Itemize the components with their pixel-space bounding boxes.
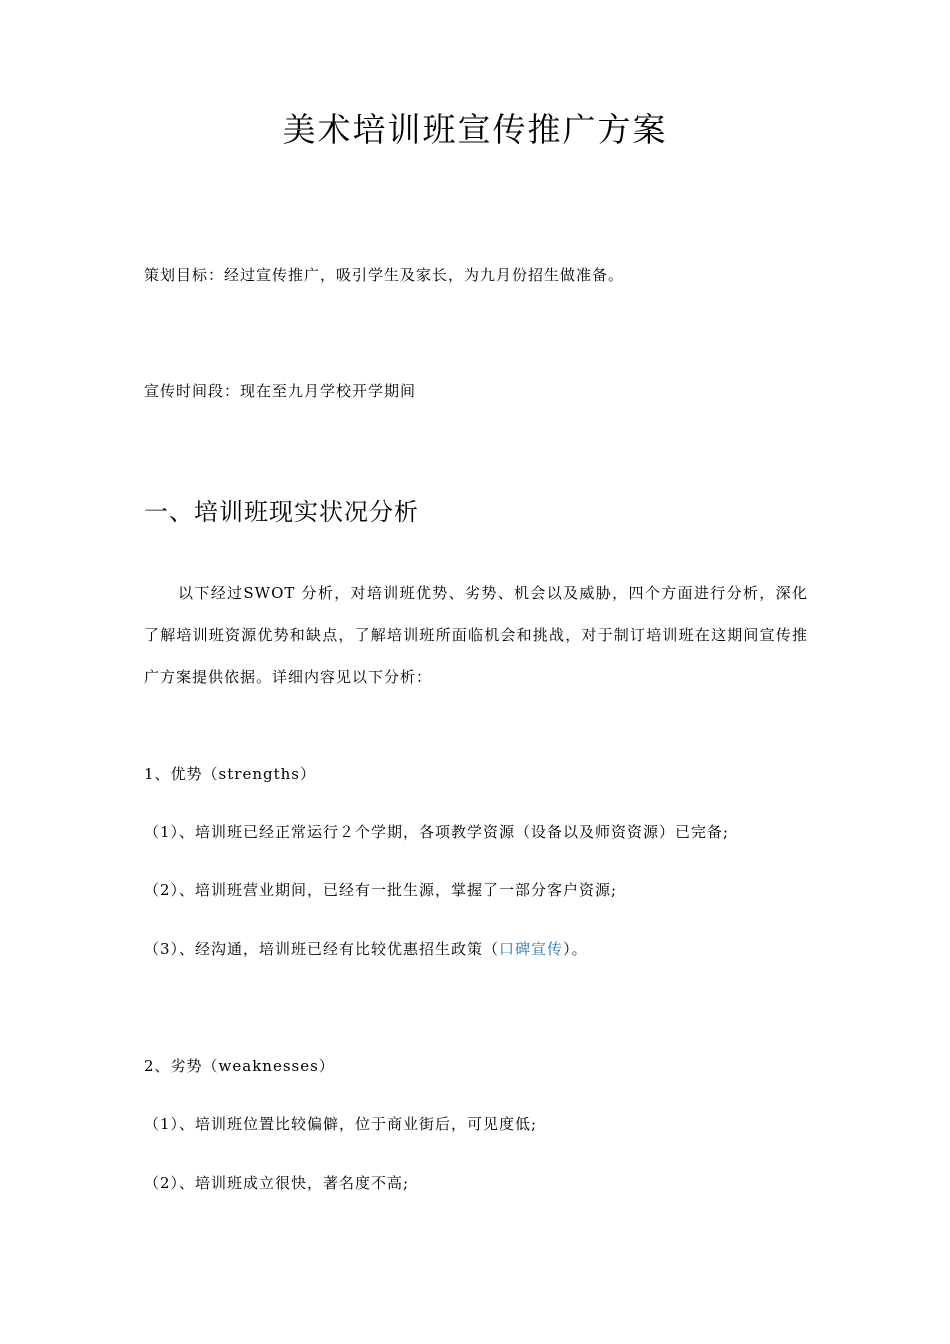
strength-item-3 <box>144 938 588 959</box>
strength-item-1: （1）、培训班已经正常运行２个学期，各项教学资源（设备以及师资资源）已完备; <box>144 823 730 841</box>
promotion-period: 宣传时间段：现在至九月学校开学期间 <box>144 382 417 400</box>
strength-item-3-prefix: （3）、经沟通，培训班已经有比较优惠招生政策（ <box>144 940 500 958</box>
document-title: 美术培训班宣传推广方案 <box>282 110 668 149</box>
weakness-item-1: （1）、培训班位置比较偏僻，位于商业街后，可见度低; <box>144 1115 538 1133</box>
planning-goal: 策划目标：经过宣传推广，吸引学生及家长，为九月份招生做准备。 <box>144 266 625 284</box>
section-heading-situation-analysis: 一、培训班现实状况分析 <box>144 498 419 526</box>
strength-item-3-suffix: ）。 <box>563 940 588 958</box>
swot-intro-paragraph: 以下经过SWOT 分析，对培训班优势、劣势、机会以及威胁，四个方面进行分析，深化了解培训班资源优势和缺点，了解培训班所面临机会和挑战，对于制订培训班在这期间宣传推广方案提供依据。详细内容见以下分析： <box>144 584 808 686</box>
strengths-heading: 1、优势（strengths） <box>144 765 316 783</box>
word-of-mouth-link[interactable]: 口碑宣传 <box>499 940 564 958</box>
weaknesses-heading: 2、劣势（weaknesses） <box>144 1057 335 1075</box>
weakness-item-2: （2）、培训班成立很快，著名度不高; <box>144 1174 410 1192</box>
strength-item-2: （2）、培训班营业期间，已经有一批生源，掌握了一部分客户资源; <box>144 881 618 899</box>
